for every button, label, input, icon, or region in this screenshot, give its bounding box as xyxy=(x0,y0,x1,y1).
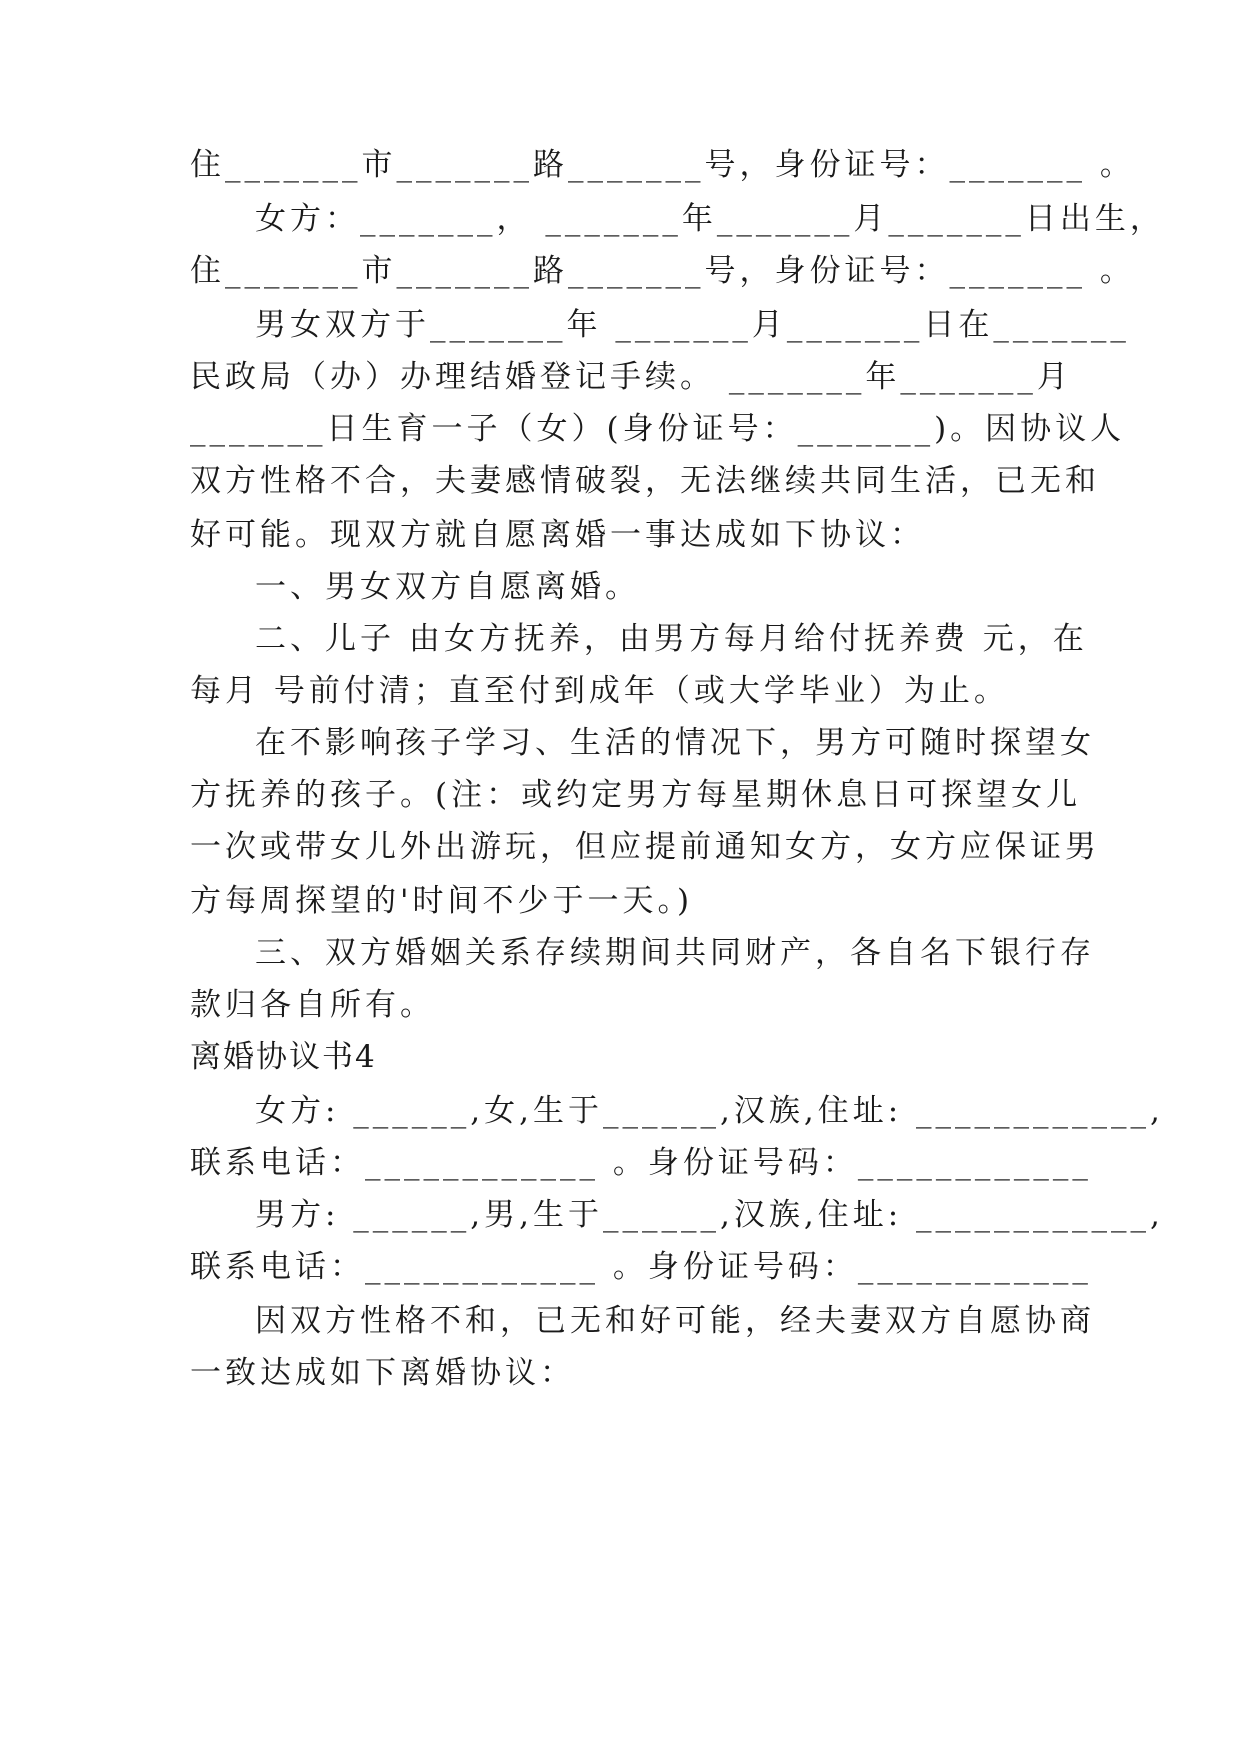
text-line: 住_______市_______路_______号，身份证号：_______ 。 xyxy=(190,147,1135,183)
text-line: 款归各自所有。 xyxy=(190,987,435,1023)
text-line: 联系电话：____________ 。身份证号码：____________ xyxy=(190,1145,1092,1181)
text-line: 女方：_______， _______年_______月_______日出生， xyxy=(255,201,1165,237)
text-line: 民政局（办）办理结婚登记手续。 _______年_______月 xyxy=(190,359,1072,395)
section-heading: 离婚协议书4 xyxy=(190,1039,377,1075)
text-line: 双方性格不合，夫妻感情破裂，无法继续共同生活，已无和 xyxy=(190,463,1100,499)
text-line: _______日生育一子（女）(身份证号：_______)。因协议人 xyxy=(190,411,1126,447)
text-line: 一次或带女儿外出游玩，但应提前通知女方，女方应保证男 xyxy=(190,829,1100,865)
text-line: 一、男女双方自愿离婚。 xyxy=(255,569,640,605)
text-line: 二、儿子 由女方抚养，由男方每月给付抚养费 元，在 xyxy=(255,621,1088,657)
text-line: 联系电话：____________ 。身份证号码：____________ xyxy=(190,1249,1092,1285)
text-line: 在不影响孩子学习、生活的情况下，男方可随时探望女 xyxy=(255,725,1095,761)
text-line: 每月 号前付清；直至付到成年（或大学毕业）为止。 xyxy=(190,673,1009,709)
text-line: 住_______市_______路_______号，身份证号：_______ 。 xyxy=(190,253,1135,289)
text-line: 女方: ______,女,生于______,汉族,住址: ____________, xyxy=(255,1093,1164,1129)
text-line: 方每周探望的'时间不少于一天。) xyxy=(190,883,694,919)
text-line: 男方: ______,男,生于______,汉族,住址: ____________, xyxy=(255,1197,1164,1233)
text-line: 因双方性格不和，已无和好可能，经夫妻双方自愿协商 xyxy=(255,1303,1095,1339)
text-line: 男女双方于_______年 _______月_______日在_______ xyxy=(255,307,1130,343)
text-line: 方抚养的孩子。(注：或约定男方每星期休息日可探望女儿 xyxy=(190,777,1082,813)
text-line: 三、双方婚姻关系存续期间共同财产，各自名下银行存 xyxy=(255,935,1095,971)
text-line: 好可能。现双方就自愿离婚一事达成如下协议： xyxy=(190,517,925,553)
text-line: 一致达成如下离婚协议： xyxy=(190,1355,575,1391)
